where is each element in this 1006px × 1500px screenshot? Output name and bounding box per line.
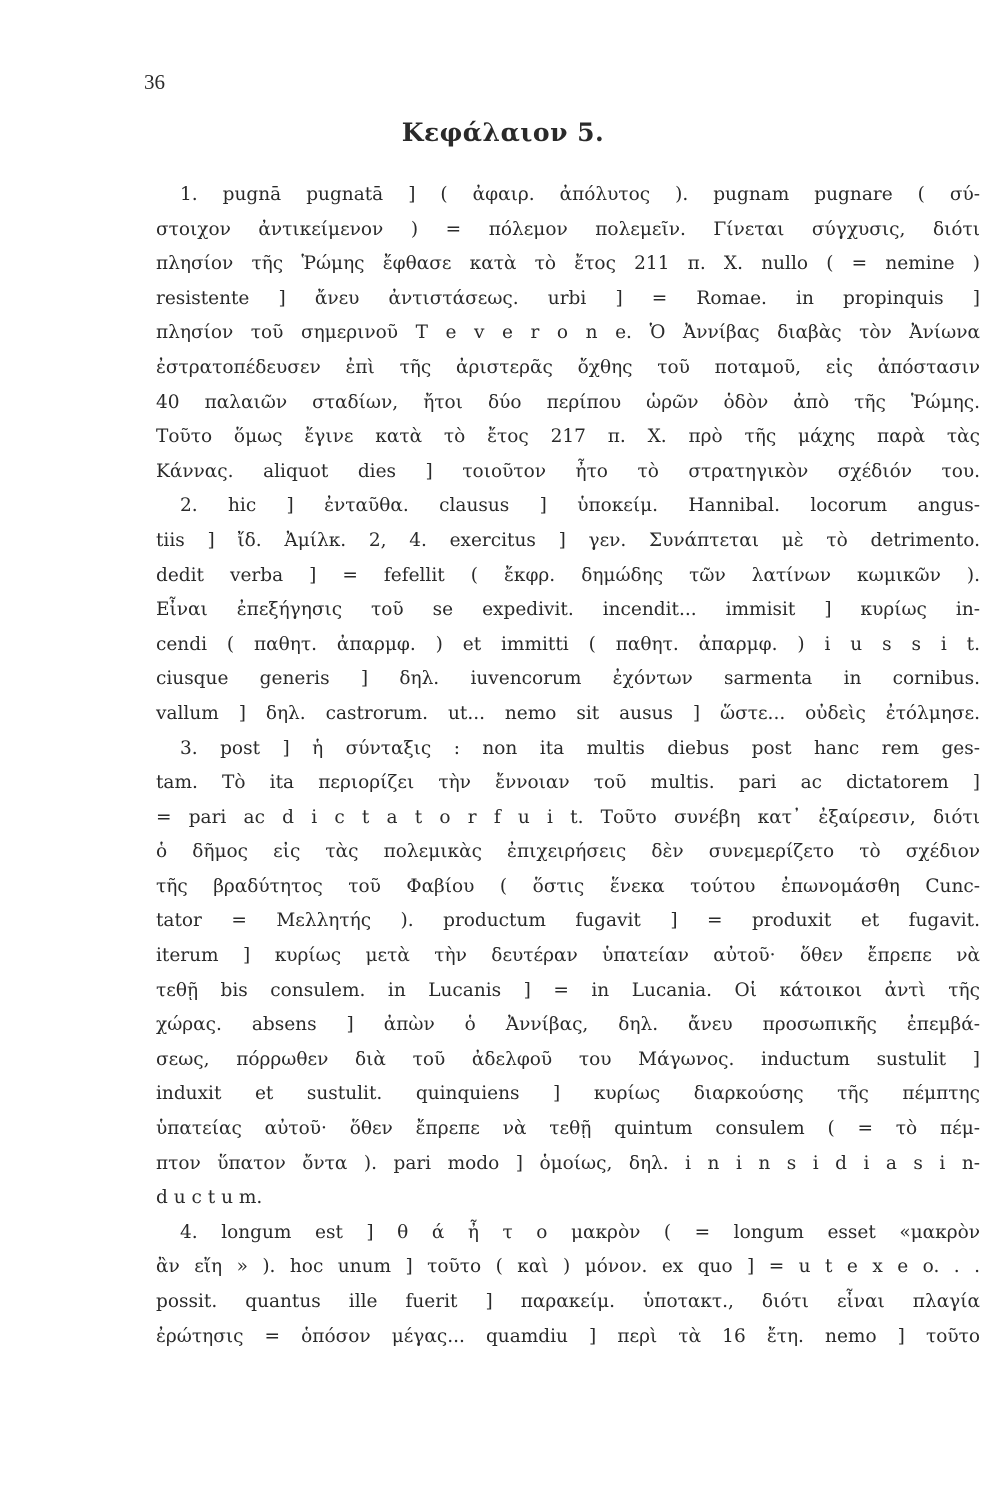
text-line: 40 παλαιῶν σταδίων, ἤτοι δύο περίπου ὡρῶν ὁδὸν ἀπὸ τῆς Ῥώμης. xyxy=(156,391,980,413)
text-line: ἂν εἴη » ). hoc unum ] τοῦτο ( καὶ ) μόνον. ex quo ] = u t e x e o. . . xyxy=(156,1256,980,1278)
text-line: d u c t u m. xyxy=(156,1187,263,1209)
text-line: vallum ] δηλ. castrorum. ut... nemo sit ausus ] ὥστε... οὐδεὶς ἐτόλμησε. xyxy=(156,702,980,724)
text-line: ὑπατείας αὐτοῦ· ὅθεν ἔπρεπε νὰ τεθῇ quintum consulem ( = τὸ πέμ- xyxy=(156,1118,980,1140)
text-line: Εἶναι ἐπεξήγησις τοῦ se expedivit. incendit... immisit ] κυρίως in- xyxy=(156,599,980,621)
text-line: πλησίον τῆς Ῥώμης ἔφθασε κατὰ τὸ ἔτος 211 π. Χ. nullo ( = nemine ) xyxy=(156,253,980,275)
text-line: Κάννας. aliquot dies ] τοιοῦτον ἦτο τὸ στρατηγικὸν σχέδιόν του. xyxy=(156,460,980,482)
commentary-body xyxy=(156,178,980,1354)
text-line: ἐρώτησις = ὁπόσον μέγας... quamdiu ] περὶ τὰ 16 ἔτη. nemo ] τοῦτο xyxy=(156,1325,980,1347)
text-line: possit. quantus ille fuerit ] παρακείμ. ὑποτακτ., διότι εἶναι πλαγία xyxy=(156,1291,980,1312)
text-line: πλησίον τοῦ σημερινοῦ T e v e r o n e. Ὁ Ἀννίβας διαβὰς τὸν Ἀνίωνα xyxy=(156,322,980,344)
text-line: στοιχον ἀντικείμενον ) = πόλεμον πολεμεῖν. Γίνεται σύγχυσις, διότι xyxy=(156,218,980,240)
page-number: 36 xyxy=(144,70,165,94)
text-line: induxit et sustulit. quinquiens ] κυρίως διαρκούσης τῆς πέμπτης xyxy=(156,1083,980,1105)
text-line: ἐστρατοπέδευσεν ἐπὶ τῆς ἀριστερᾶς ὄχθης τοῦ ποταμοῦ, εἰς ἀπόστασιν xyxy=(156,356,980,378)
text-line: χώρας. absens ] ἀπὼν ὁ Ἀννίβας, δηλ. ἄνευ προσωπικῆς ἐπεμβά- xyxy=(156,1014,980,1036)
text-line: τῆς βραδύτητος τοῦ Φαβίου ( ὅστις ἕνεκα τούτου ἐπωνομάσθη Cunc- xyxy=(156,875,980,897)
text-line: 1. pugnā pugnatā ] ( ἀφαιρ. ἀπόλυτος ). pugnam pugnare ( σύ- xyxy=(180,184,980,205)
chapter-title: Κεφάλαιον 5. xyxy=(401,118,605,147)
text-line: 2. hic ] ἐνταῦθα. clausus ] ὑποκείμ. Hannibal. locorum angus- xyxy=(180,495,980,517)
text-line: 3. post ] ἡ σύνταξις : non ita multis diebus post hanc rem ges- xyxy=(180,737,980,759)
text-line: dedit verba ] = fefellit ( ἔκφρ. δημώδης τῶν λατίνων κωμικῶν ). xyxy=(156,564,980,586)
text-line: tiis ] ἴδ. Ἀμίλκ. 2, 4. exercitus ] γεν. Συνάπτεται μὲ τὸ detrimento. xyxy=(156,529,980,551)
text-line: πτον ὕπατον ὄντα ). pari modo ] ὁμοίως, δηλ. i n i n s i d i a s i n- xyxy=(156,1152,980,1174)
text-line: tator = Μελλητής ). productum fugavit ] = produxit et fugavit. xyxy=(156,910,980,932)
text-line: iterum ] κυρίως μετὰ τὴν δευτέραν ὑπατείαν αὐτοῦ· ὅθεν ἔπρεπε νὰ xyxy=(156,945,980,967)
text-line: 4. longum est ] θ ά ἦ τ ο μακρὸν ( = longum esset «μακρὸν xyxy=(180,1221,980,1243)
text-line: Τοῦτο ὅμως ἔγινε κατὰ τὸ ἔτος 217 π. Χ. πρὸ τῆς μάχης παρὰ τὰς xyxy=(156,426,980,448)
text-line: σεως, πόρρωθεν διὰ τοῦ ἀδελφοῦ του Μάγωνος. inductum sustulit ] xyxy=(156,1048,980,1070)
text-line: ὁ δῆμος εἰς τὰς πολεμικὰς ἐπιχειρήσεις δὲν συνεμερίζετο τὸ σχέδιον xyxy=(156,841,980,863)
text-line: tam. Τὸ ita περιορίζει τὴν ἔννοιαν τοῦ multis. pari ac dictatorem ] xyxy=(156,772,980,794)
text-line: cendi ( παθητ. ἀπαρμφ. ) et immitti ( παθητ. ἀπαρμφ. ) i u s s i t. xyxy=(156,633,980,655)
text-line: ciusque generis ] δηλ. iuvencorum ἐχόντων sarmenta in cornibus. xyxy=(156,668,980,690)
text-line: resistente ] ἄνευ ἀντιστάσεως. urbi ] = Romae. in propinquis ] xyxy=(156,287,980,309)
text-line: τεθῇ bis consulem. in Lucanis ] = in Lucania. Οἱ κάτοικοι ἀντὶ τῆς xyxy=(156,979,980,1001)
text-line: = pari ac d i c t a t o r f u i t. Τοῦτο συνέβη κατ᾽ ἐξαίρεσιν, διότι xyxy=(156,806,980,828)
